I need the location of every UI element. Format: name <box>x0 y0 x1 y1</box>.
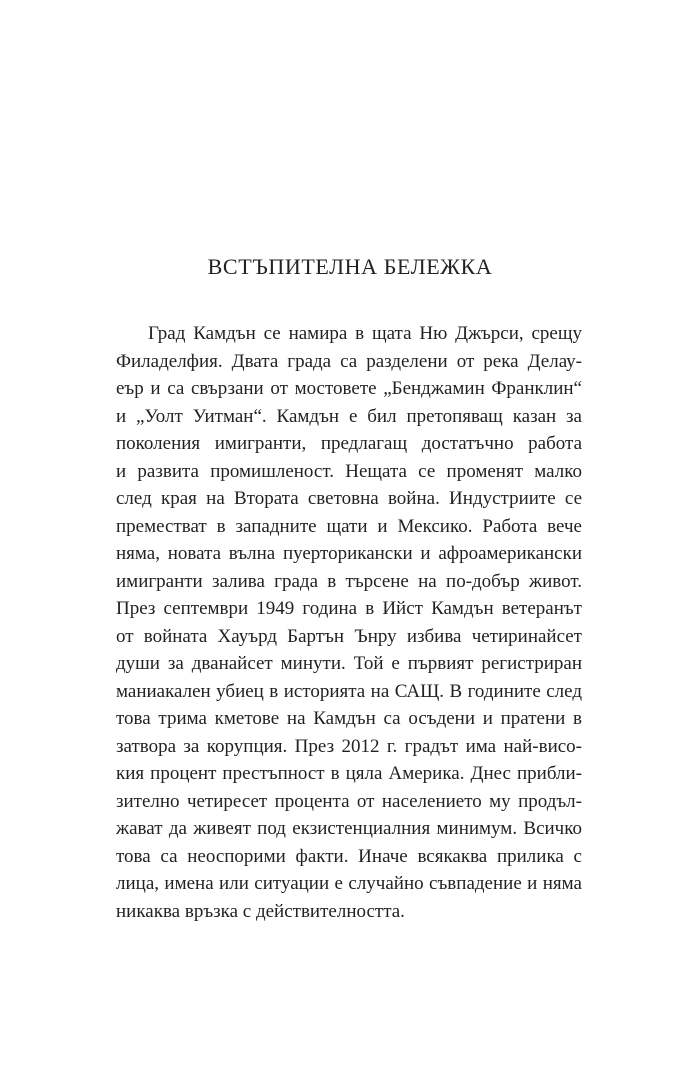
text-line: никаква връзка с действителността. <box>116 900 405 922</box>
text-line: еър и са свързани от мостовете „Бенджамин Франклин“ <box>116 378 582 399</box>
text-line: и „Уолт Уитман“. Камдън е бил претопяващ казан за <box>116 405 582 427</box>
text-line: жават да живеят под екзистенциалния минимум. Всичко <box>116 818 582 839</box>
text-line: зително четиресет процента от населението му продъл- <box>116 790 582 812</box>
text-line: след края на Втората световна война. Индустриите се <box>116 488 582 509</box>
text-line: Филаделфия. Двата града са разделени от река Делау- <box>116 350 582 372</box>
text-line: кия процент престъпност в цяла Америка. Днес прибли- <box>116 763 582 784</box>
text-line: и развита промишленост. Нещата се променят малко <box>116 460 582 482</box>
text-line: души за дванайсет минути. Той е първият регистриран <box>116 653 582 674</box>
body-paragraph <box>116 320 582 925</box>
text-line: лица, имена или ситуации е случайно съвпадение и няма <box>116 873 582 894</box>
text-line: През септември 1949 година в Ийст Камдън ветеранът <box>116 598 582 619</box>
text-line: преместват в западните щати и Мексико. Работа вече <box>116 515 582 537</box>
text-line: затвора за корупция. През 2012 г. градът има най-висо- <box>116 735 582 757</box>
text-line: маниакален убиец в историята на САЩ. В годините след <box>116 680 582 702</box>
text-line: това трима кметове на Камдън са осъдени и пратени в <box>116 708 582 729</box>
text-line: от войната Хауърд Бартън Ънру избива четиринайсет <box>116 625 582 647</box>
page-title: ВСТЪПИТЕЛНА БЕЛЕЖКА <box>207 254 493 279</box>
text-line: няма, новата вълна пуерторикански и афроамерикански <box>116 543 582 564</box>
text-line: имигранти залива града в търсене на по-добър живот. <box>116 570 582 592</box>
text-line: това са неоспорими факти. Иначе всякаква прилика с <box>116 845 582 867</box>
text-line: поколения имигранти, предлагащ достатъчно работа <box>116 433 582 454</box>
text-line: Град Камдън се намира в щата Ню Джърси, срещу <box>148 323 582 344</box>
